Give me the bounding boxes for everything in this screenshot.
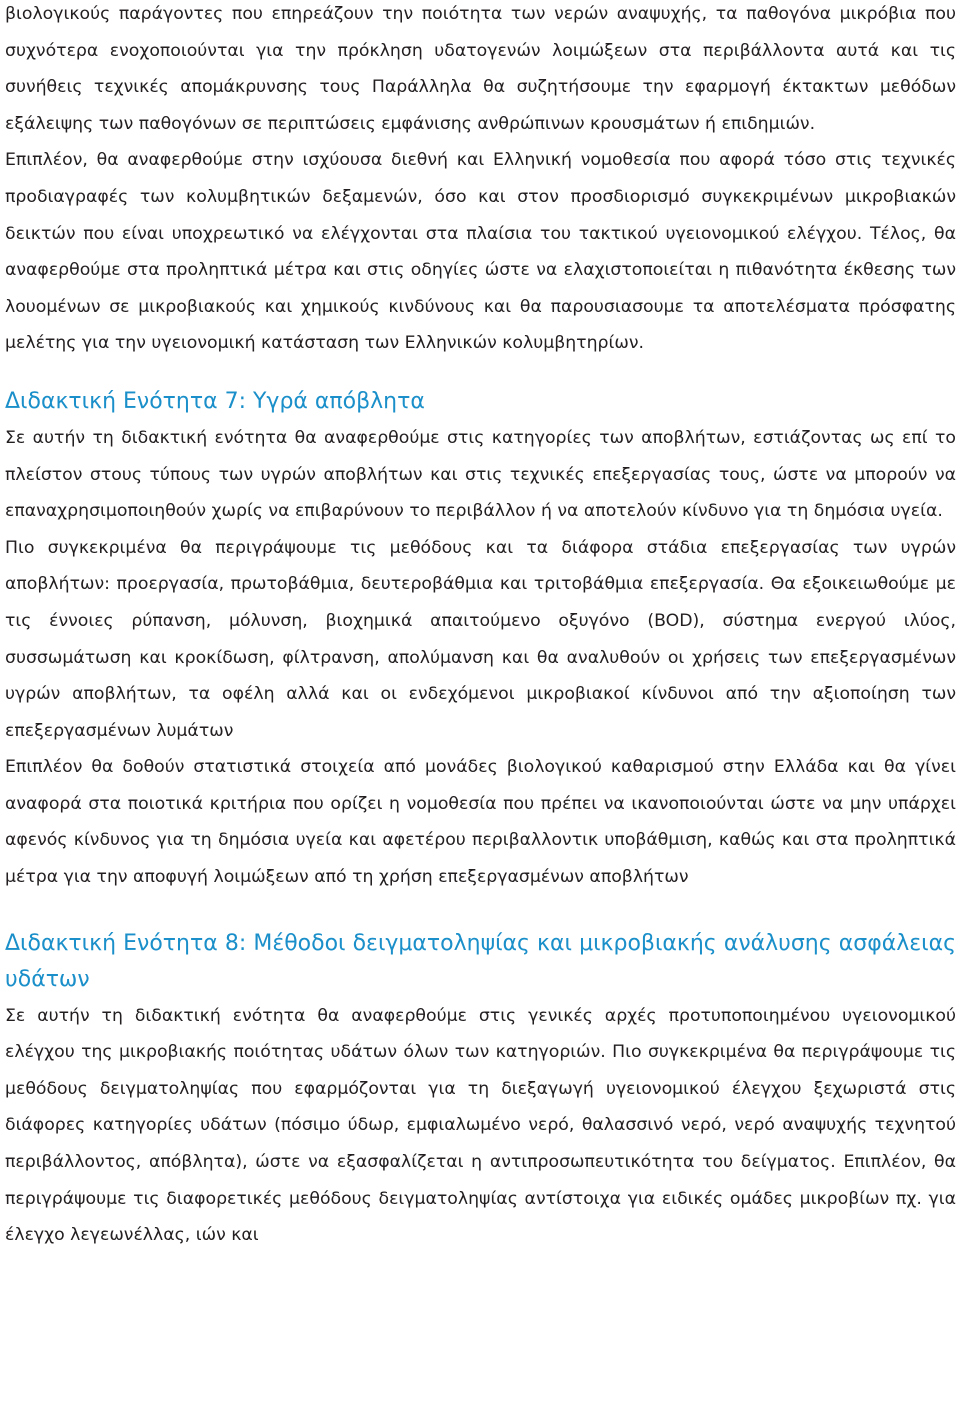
section-heading: Διδακτική Ενότητα 7: Υγρά απόβλητα: [5, 388, 425, 414]
section-heading: Διδακτική Ενότητα 8: Μέθοδοι δειγματοληψίας και μικροβιακής ανάλυσης ασφάλειας υδάτων: [5, 930, 956, 992]
body-paragraph: βιολογικούς παράγοντες που επηρεάζουν την ποιότητα των νερών αναψυχής, τα παθογόνα μικρόβια που συχνότερα ενοχοποιούνται για την πρόκληση υδατογενών λοιμώξεων στα περιβάλλοντα αυτά και τις συνήθεις τεχνικές απομάκρυνσης τους Παράλληλα θα συζητήσουμε την εφαρμογή έκτακτων μεθόδων εξάλειψης των παθογόνων σε περιπτώσεις εμφάνισης ανθρώπινων κρουσμάτων ή επιδημιών.: [5, 4, 956, 134]
spacer: [5, 896, 956, 926]
body-paragraph: Σε αυτήν τη διδακτική ενότητα θα αναφερθούμε στις κατηγορίες των αποβλήτων, εστιάζοντας ως επί το πλείστον στους τύπους των υγρών αποβλήτων και στις τεχνικές επεξεργασίας τους, ώστε να μπορούν να επαναχρησιμοποιηθούν χωρίς να επιβαρύνουν το περιβάλλον ή να αποτελούν κίνδυνο για τη δημόσια υγεία.: [5, 427, 956, 522]
body-paragraph: Σε αυτήν τη διδακτική ενότητα θα αναφερθούμε στις γενικές αρχές προτυποποιημένου υγειονομικού ελέγχου της μικροβιακής ποιότητας υδάτων όλων των κατηγοριών. Πιο συγκεκριμένα θα περιγράψουμε τις μεθόδους δειγματοληψίας που εφαρμόζονται για τη διεξαγωγή υγειονομικού έλεγχου ξεχωριστά στις διάφορες κατηγορίες υδάτων (πόσιμο ύδωρ, εμφιαλωμένο νερό, θαλασσινό νερό, νερό αναψυχής τεχνητού περιβάλλοντος, απόβλητα), ώστε να εξασφαλίζεται η αντιπροσωπευτικότητα του δείγματος. Επιπλέον, θα περιγράψουμε τις διαφορετικές μεθόδους δειγματοληψίας αντίστοιχα για ειδικές ομάδες μικροβίων πχ. για έλεγχο λεγεωνέλλας, ιών και: [5, 1005, 956, 1246]
spacer: [5, 362, 956, 384]
body-paragraph: Επιπλέον θα δοθούν στατιστικά στοιχεία από μονάδες βιολογικού καθαρισμού στην Ελλάδα και θα γίνει αναφορά στα ποιοτικά κριτήρια που ορίζει η νομοθεσία που πρέπει να ικανοποιούνται ώστε να μην υπάρχει αφενός κίνδυνος για τη δημόσια υγεία και αφετέρου περιβαλλοντικ υποβάθμιση, καθώς και στα προληπτικά μέτρα για την αποφυγή λοιμώξεων από τη χρήση επεξεργασμένων αποβλήτων: [5, 757, 956, 888]
document-page: [5, 0, 956, 1411]
body-paragraph: Πιο συγκεκριμένα θα περιγράψουμε τις μεθόδους και τα διάφορα στάδια επεξεργασίας των υγρών αποβλήτων: προεργασία, πρωτοβάθμια, δευτεροβάθμια και τριτοβάθμια επεξεργασία. Θα εξοικειωθούμε με τις έννοιες ρύπανση, μόλυνση, βιοχημικά απαιτούμενο οξυγόνο (BOD), σύστημα ενεργού ιλύος, συσσωμάτωση και κροκίδωση, φίλτρανση, απολύμανση και θα αναλυθούν οι χρήσεις των επεξεργασμένων υγρών αποβλήτων, τα οφέλη αλλά και οι ενδεχόμενοι μικροβιακοί κίνδυνοι από την αξιοποίηση των επεξεργασμένων λυμάτων: [5, 537, 956, 741]
body-paragraph: Επιπλέον, θα αναφερθούμε στην ισχύουσα διεθνή και Ελληνική νομοθεσία που αφορά τόσο στις τεχνικές προδιαγραφές των κολυμβητικών δεξαμενών, όσο και στον προσδιορισμό συγκεκριμένων μικροβιακών δεικτών που είναι υποχρεωτικό να ελέγχονται στα πλαίσια του τακτικού υγειονομικού ελέγχου. Τέλος, θα αναφερθούμε στα προληπτικά μέτρα και στις οδηγίες ώστε να ελαχιστοποιείται η πιθανότητα έκθεσης των λουομένων σε μικροβιακούς και χημικούς κινδύνους και θα παρουσιασουμε τα αποτελέσματα πρόσφατης μελέτης για την υγειονομική κατάσταση των Ελληνικών κολυμβητηρίων.: [5, 150, 956, 354]
